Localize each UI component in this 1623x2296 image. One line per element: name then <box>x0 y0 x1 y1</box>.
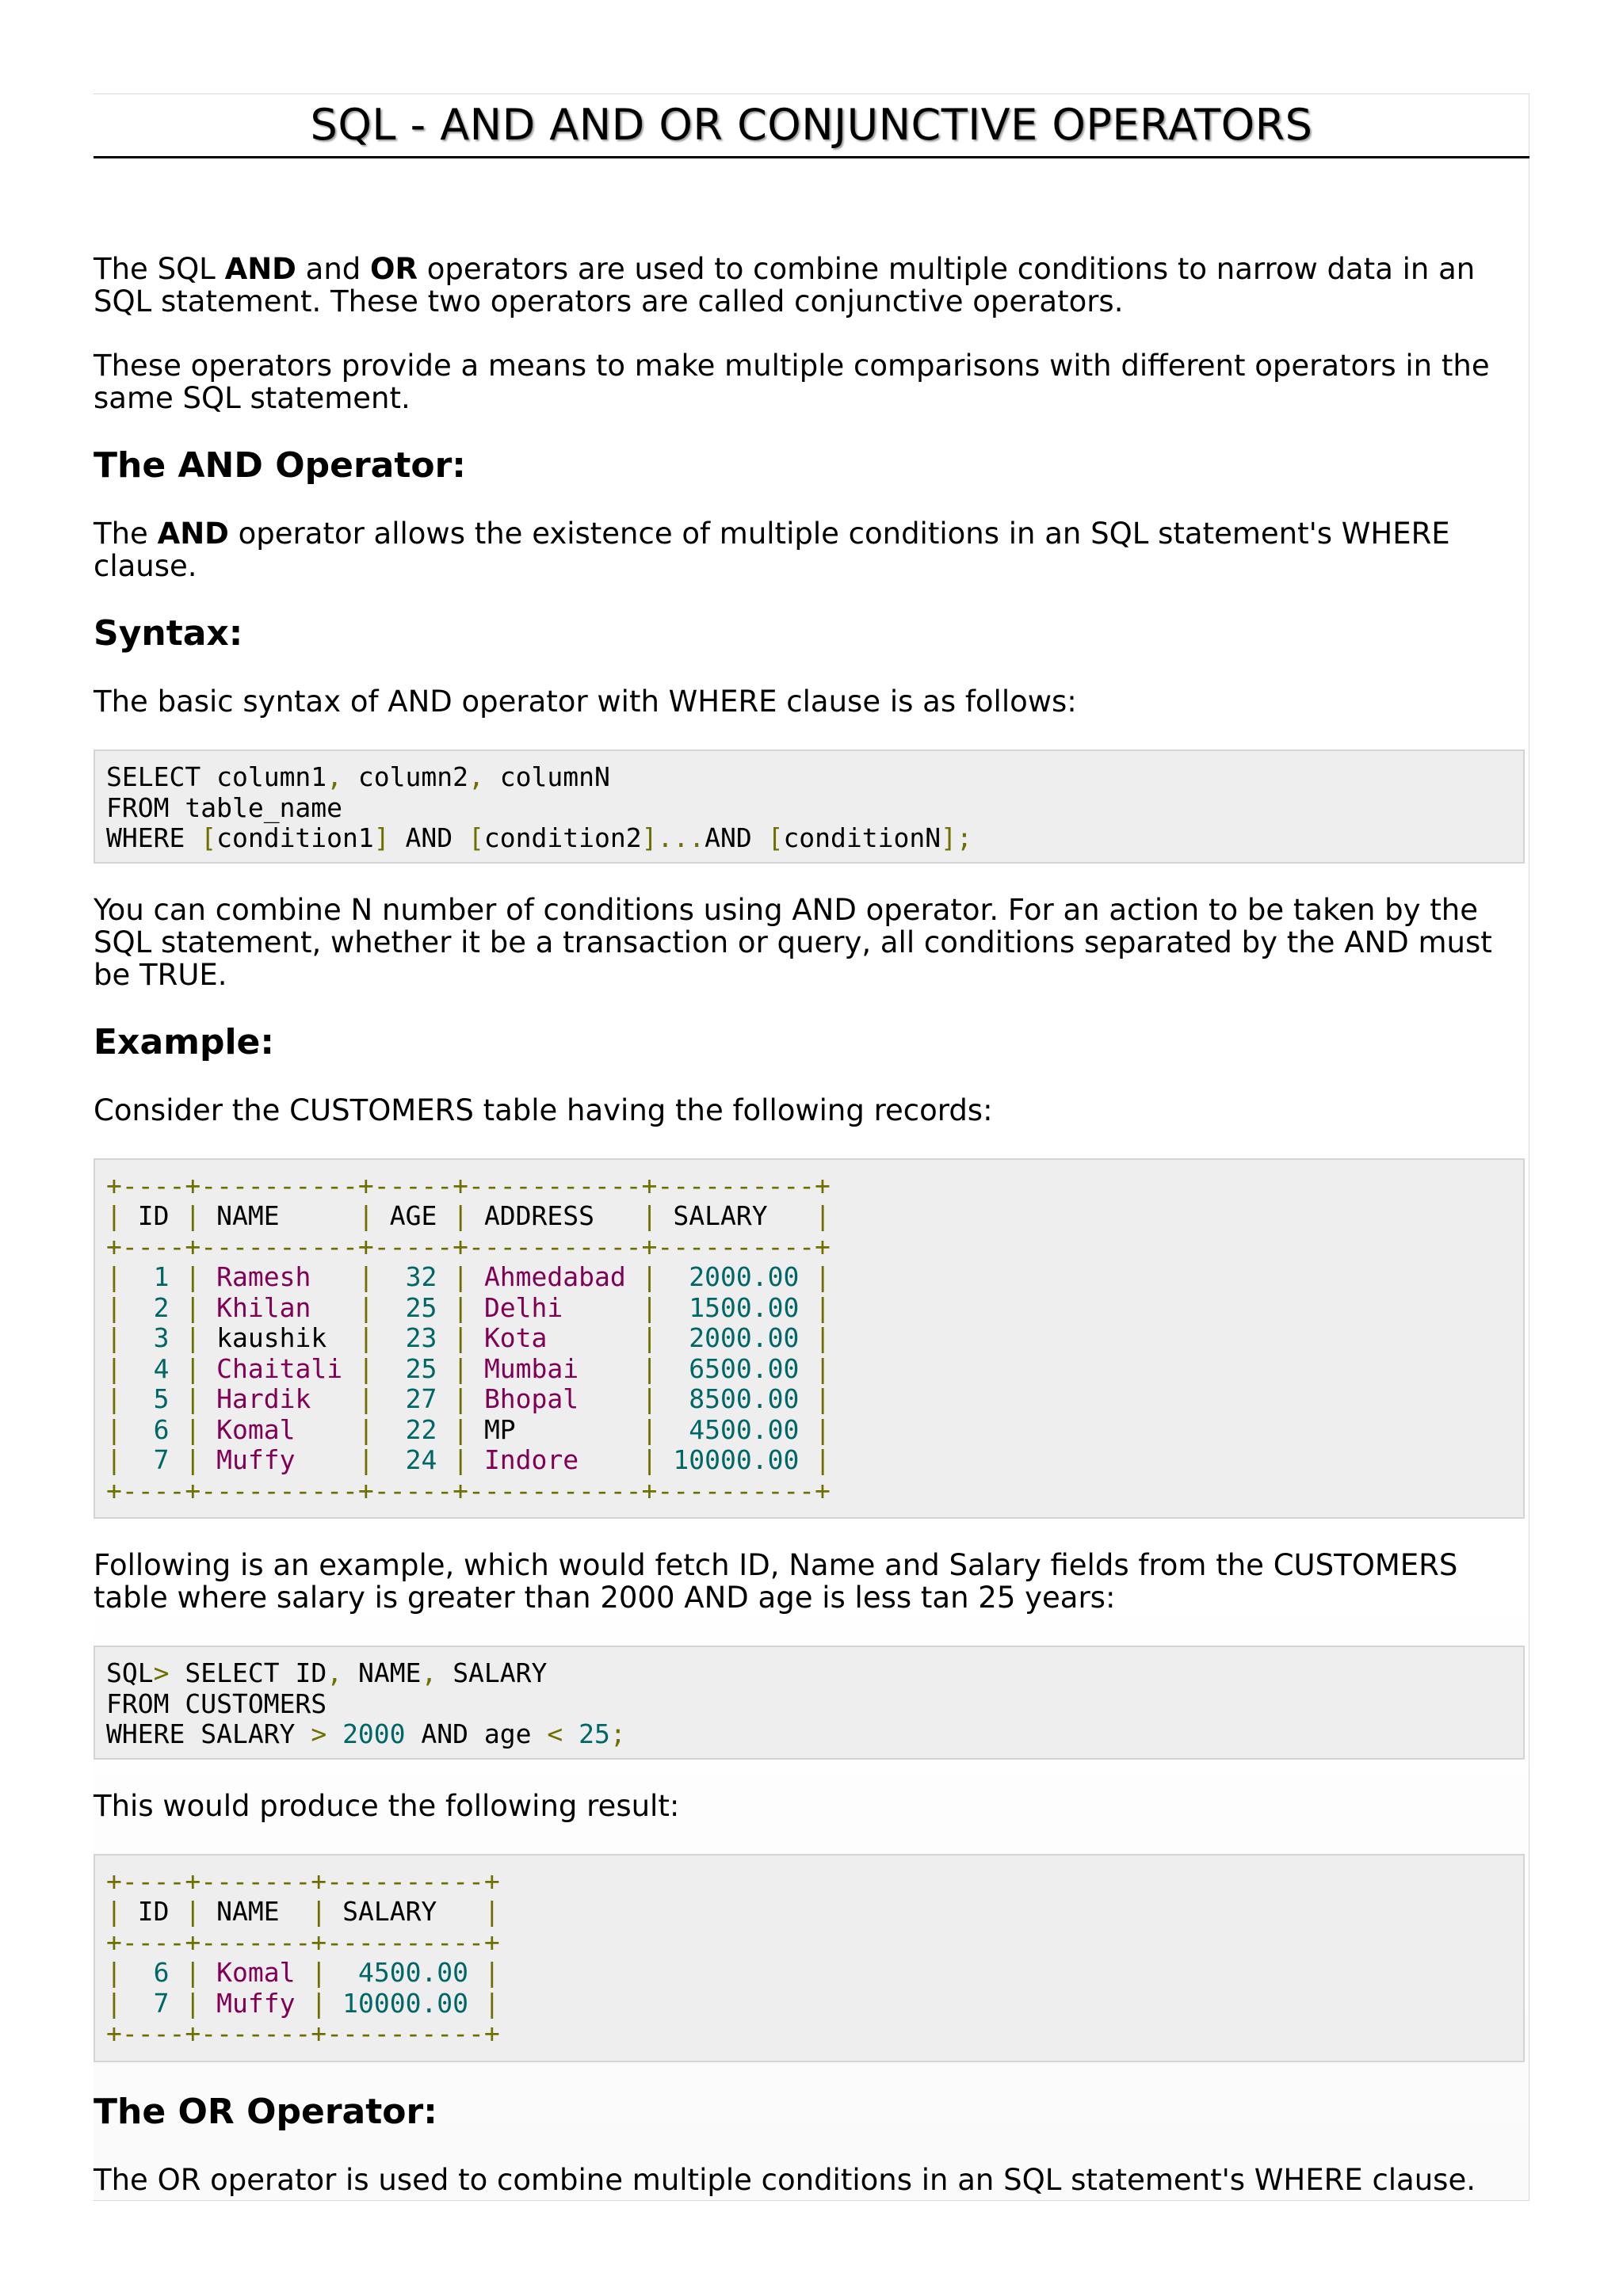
intro-text: and <box>296 252 371 286</box>
syntax-heading: Syntax: <box>94 613 243 654</box>
desc-text: The <box>94 517 158 551</box>
syntax-intro: The basic syntax of AND operator with WHERE clause is as follows: <box>94 685 1077 719</box>
document-page <box>94 93 1529 2201</box>
table-row: | 3 | kaushik | 23 | Kota | 2000.00 | <box>106 1322 831 1353</box>
table-row: | 6 | Komal | 22 | MP | 4500.00 | <box>106 1413 831 1445</box>
desc-text: operator allows the existence of multiple conditions in an SQL statement's WHERE clause. <box>94 517 1450 583</box>
query-code-line: FROM CUSTOMERS <box>106 1688 327 1719</box>
example-intro: Consider the CUSTOMERS table having the following records: <box>94 1093 993 1127</box>
syntax-code-line: SELECT column1, column2, columnN <box>106 761 610 792</box>
query-code-block <box>94 1646 1525 1760</box>
table-row: | 7 | Muffy | 24 | Indore | 10000.00 | <box>106 1444 831 1475</box>
intro-text: The SQL <box>94 252 225 286</box>
intro-paragraph-2: These operators provide a means to make multiple comparisons with different operators in the same SQL statement. <box>94 349 1490 415</box>
intro-paragraph-1 <box>94 253 1529 318</box>
table-header-row: | ID | NAME | AGE | ADDRESS | SALARY | <box>106 1200 831 1231</box>
result-intro: This would produce the following result: <box>94 1788 680 1823</box>
intro-text: operators are used to combine multiple conditions to narrow data in an SQL statement. These two operators are called conjunctive operators. <box>94 252 1476 318</box>
customers-table-block: +----+----------+-----+-----------+----------+ | ID | NAME | AGE | ADDRESS | SALARY | +----+----------+-----+-----------+----------+ | 1 | Ramesh | 32 | Ahmedabad | 2000.00 | | 2 | Khilan | 25 | Delhi | 1500.00 | | 3 | kaushik | 23 | Kota | 2000.00 | | 4 | Chaitali | 25 | Mumbai | 6500.00 | | 5 | Hardik | 27 | Bhopal | 8500.00 | | 6 | Komal | 22 | MP | 4500.00 | | 7 | Muffy | 24 | Indore | 10000.00 | +----+----------+-----+-----------+----------+ <box>94 1158 1525 1520</box>
table-row: | 5 | Hardik | 27 | Bhopal | 8500.00 | <box>106 1383 831 1414</box>
syntax-code-line: FROM table_name <box>106 791 343 823</box>
and-operator-description <box>94 517 1529 582</box>
and-keyword: AND <box>224 252 296 286</box>
query-code-line: WHERE SALARY > 2000 AND age < 25; <box>106 1718 626 1749</box>
query-intro: Following is an example, which would fetch ID, Name and Salary fields from the CUSTOMERS table where salary is greater than 2000 AND age is less tan 25 years: <box>94 1548 1458 1615</box>
or-operator-description: The OR operator is used to combine multiple conditions in an SQL statement's WHERE clause. <box>94 2162 1476 2197</box>
table-row: | 1 | Ramesh | 32 | Ahmedabad | 2000.00 | <box>106 1261 831 1292</box>
example-heading: Example: <box>94 1021 274 1062</box>
table-row: | 7 | Muffy | 10000.00 | <box>106 1987 500 2019</box>
and-keyword: AND <box>157 517 229 551</box>
table-row: | 2 | Khilan | 25 | Delhi | 1500.00 | <box>106 1291 831 1323</box>
result-table-block: +----+-------+----------+ | ID | NAME | SALARY | +----+-------+----------+ | 6 | Komal | 4500.00 | | 7 | Muffy | 10000.00 | +----+-------+----------+ <box>94 1854 1525 2062</box>
or-operator-heading: The OR Operator: <box>94 2091 437 2132</box>
title-bar <box>94 94 1529 158</box>
table-row: | 6 | Komal | 4500.00 | <box>106 1957 500 1988</box>
or-keyword: OR <box>370 252 418 286</box>
table-header-row: | ID | NAME | SALARY | <box>106 1896 500 1927</box>
page-title: SQL - AND AND OR CONJUNCTIVE OPERATORS <box>310 100 1313 150</box>
query-code-line: SQL> SELECT ID, NAME, SALARY <box>106 1657 548 1688</box>
table-row: | 4 | Chaitali | 25 | Mumbai | 6500.00 | <box>106 1352 831 1384</box>
syntax-code-line: WHERE [condition1] AND [condition2]...AND [conditionN]; <box>106 822 972 853</box>
combine-paragraph: You can combine N number of conditions using AND operator. For an action to be taken by the SQL statement, whether it be a transaction or query, all conditions separated by the AND must be TRUE. <box>94 892 1492 992</box>
document-content <box>94 253 1529 2228</box>
and-operator-heading: The AND Operator: <box>94 445 466 486</box>
syntax-code-block <box>94 749 1525 864</box>
